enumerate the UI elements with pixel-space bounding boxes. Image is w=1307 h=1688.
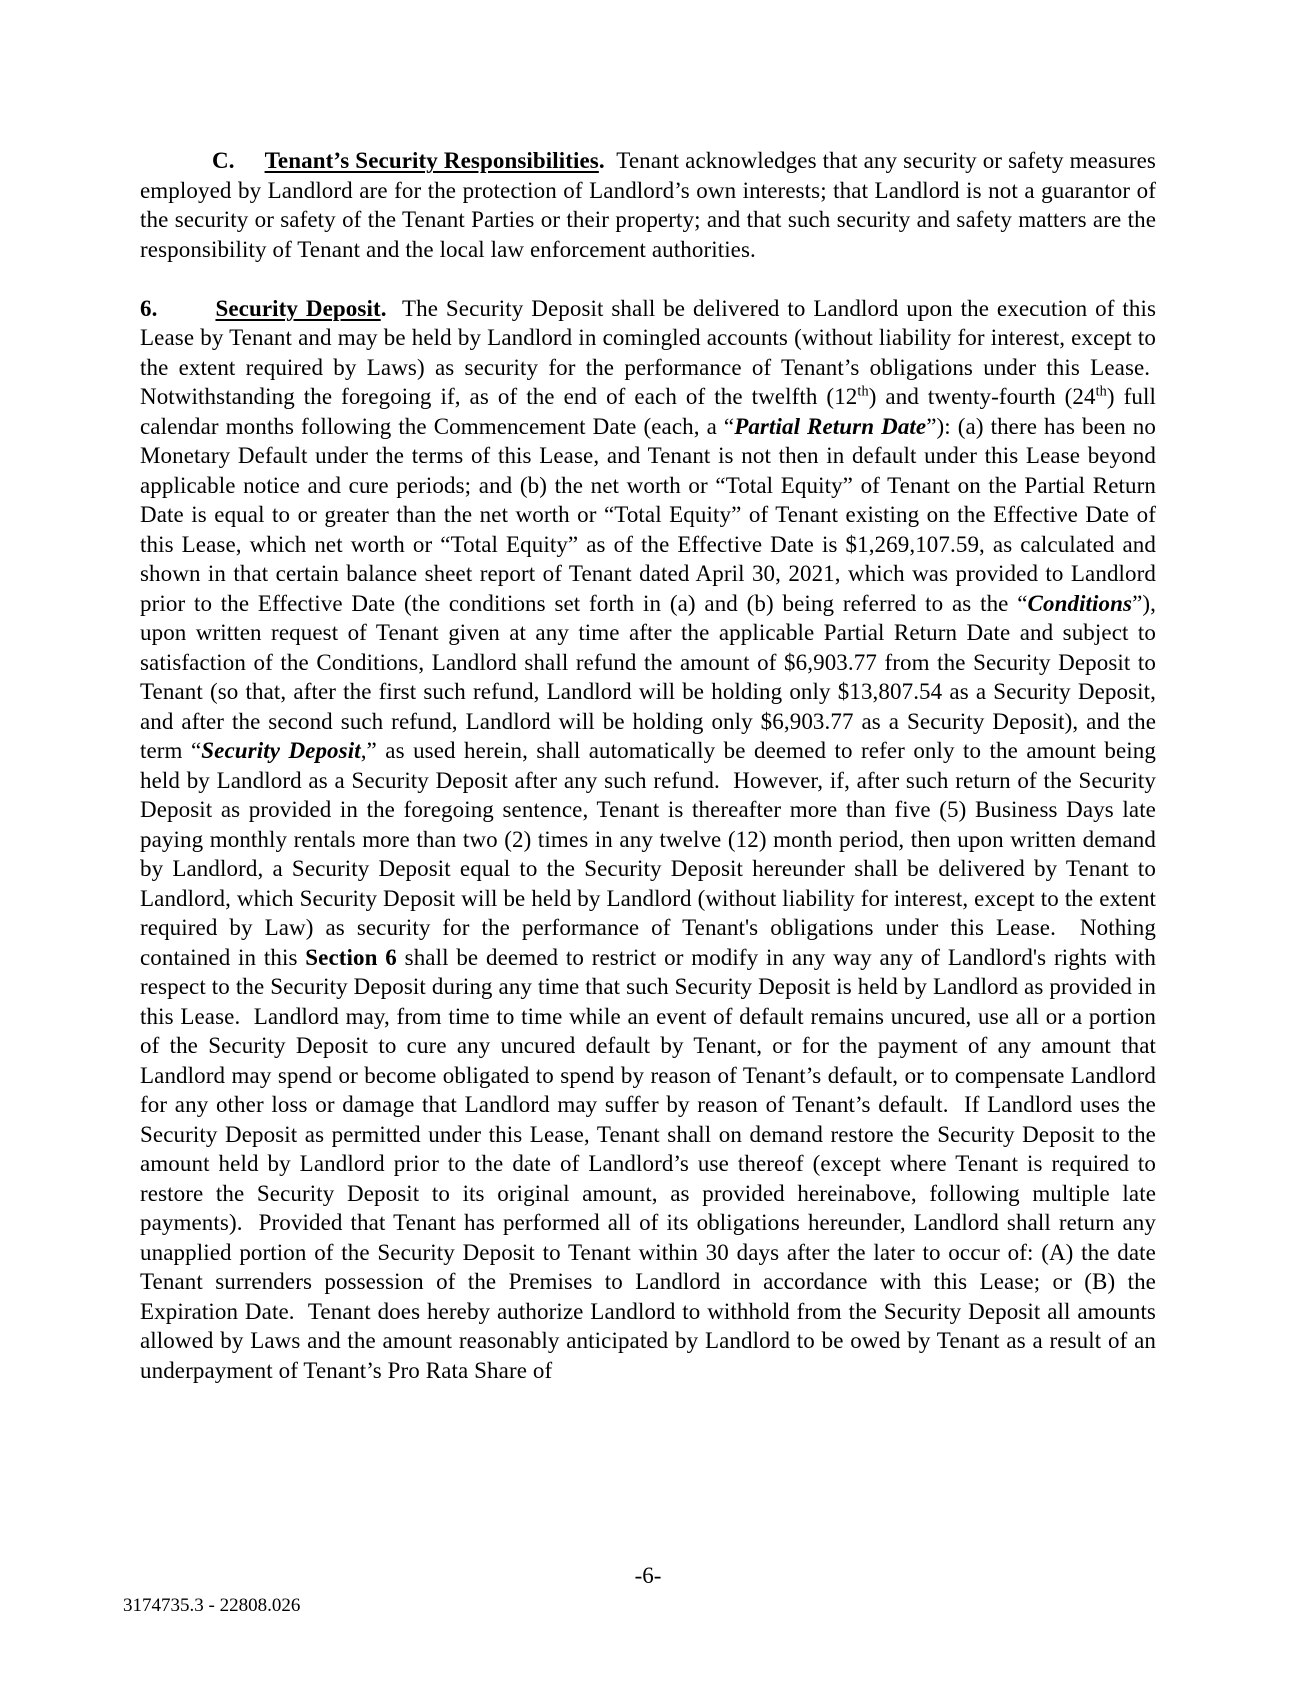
text-run: The Security Deposit shall be delivered to Landlord upon the execution of this Lease by Tenant and may be held by Landlord in comingled accounts (without liability for interest, except to the extent required by Laws) as security for the performance of Tenant’s obligations under this Lease. Notwithstanding the foregoing if, as of the end of each of the twelfth (12 bbox=[140, 295, 1157, 409]
text-run: Security Deposit bbox=[201, 738, 361, 763]
text-run: Section 6 bbox=[305, 944, 397, 970]
text-run: shall be deemed to restrict or modify in any way any of Landlord's rights with respect to the Security Deposit during any time that such Security Deposit is held by Landlord as provided in this Lease. Landlord may, from time to time while an event of default remains uncured, use all or a portion of the Security Deposit to cure any uncured default by Tenant, or for the payment of any amount that Landlord may spend or become obligated to spend by reason of Tenant’s default, or to compensate Landlord for any other loss or damage that Landlord may suffer by reason of Tenant’s default. If Landlord uses the Security Deposit as permitted under this Lease, Tenant shall on demand restore the Security Deposit to the amount held by Landlord prior to the date of Landlord’s use thereof (except where Tenant is required to restore the Security Deposit to its original amount, as provided hereinabove, following multiple late payments). Provided that Tenant has performed all of its obligations hereunder, Landlord shall return any unapplied portion of the Security Deposit to Tenant within 30 days after the later to occur of: (A) the date Tenant surrenders possession of the Premises to Landlord in accordance with this Lease; or (B) the Expiration Date. Tenant does hereby authorize Landlord to withhold from the Security Deposit all amounts allowed by Laws and the amount reasonably anticipated by Landlord to be owed by Tenant as a result of an underpayment of Tenant’s Pro Rata Share of bbox=[140, 944, 1157, 1383]
page-number: -6- bbox=[634, 1563, 662, 1588]
text-run: th bbox=[857, 383, 869, 400]
footer-reference: 3174735.3 - 22808.026 bbox=[123, 1595, 301, 1616]
text-run: ) and twenty-fourth (24 bbox=[868, 384, 1096, 409]
text-run: ,” as used herein, shall automatically be deemed to refer only to the amount being held by Landlord as a Security Deposit after any such refund. However, if, after such return of the Security Deposit as provided in the foregoing sentence, Tenant is thereafter more than five (5) Business Days late paying monthly rentals more than two (2) times in any twelve (12) month period, then upon written demand by Landlord, a Security Deposit equal to the Security Deposit hereunder shall be delivered by Tenant to Landlord, which Security Deposit will be held by Landlord (without liability for interest, except to the extent required by Law) as security for the performance of Tenant's obligations under this Lease. Nothing contained in this bbox=[140, 738, 1156, 970]
text-run: th bbox=[1095, 383, 1107, 400]
paragraph-tenant-security-responsibilities bbox=[140, 146, 1156, 264]
paragraph-security-deposit bbox=[140, 294, 1156, 1386]
text-run: ”): (a) there has been no Monetary Default under the terms of this Lease, and Tenant is not then in default under this Lease beyond applicable notice and cure periods; and (b) the net worth or “Total Equity” of Tenant on the Partial Return Date is equal to or greater than the net worth or “Total Equity” of Tenant existing on the Effective Date of this Lease, which net worth or “Total Equity” as of the Effective Date is $1,269,107.59, as calculated and shown in that certain balance sheet report of Tenant dated April 30, 2021, which was provided to Landlord prior to the Effective Date (the conditions set forth in (a) and (b) being referred to as the “ bbox=[140, 413, 1156, 616]
document-body bbox=[140, 146, 1156, 1385]
text-run: ) full calendar months following the Commencement Date (each, a “ bbox=[140, 384, 1156, 439]
text-run: Tenant’s Security Responsibilities bbox=[264, 148, 599, 173]
text-run: Tenant acknowledges that any security or safety measures employed by Landlord are for the protection of Landlord’s own interests; that Landlord is not a guarantor of the security or safety of the Tenant Parties or their property; and that such security and safety matters are the responsibility of Tenant and the local law enforcement authorities. bbox=[140, 148, 1156, 262]
text-run: Conditions bbox=[1027, 590, 1133, 616]
text-run: . bbox=[598, 148, 605, 173]
text-run: 6. bbox=[140, 295, 158, 321]
text-run: . bbox=[380, 295, 387, 321]
text-run: Security Deposit bbox=[215, 295, 381, 321]
text-run: ”), upon written request of Tenant given at any time after the applicable Partial Return Date and subject to satisfaction of the Conditions, Landlord shall refund the amount of $6,903.77 from the Security Deposit to Tenant (so that, after the first such refund, Landlord will be holding only $13,807.54 as a Security Deposit, and after the second such refund, Landlord will be holding only $6,903.77 as a Security Deposit), and the term “ bbox=[140, 590, 1156, 763]
text-run: Partial Return Date bbox=[734, 413, 927, 439]
text-run: C. bbox=[212, 148, 235, 173]
